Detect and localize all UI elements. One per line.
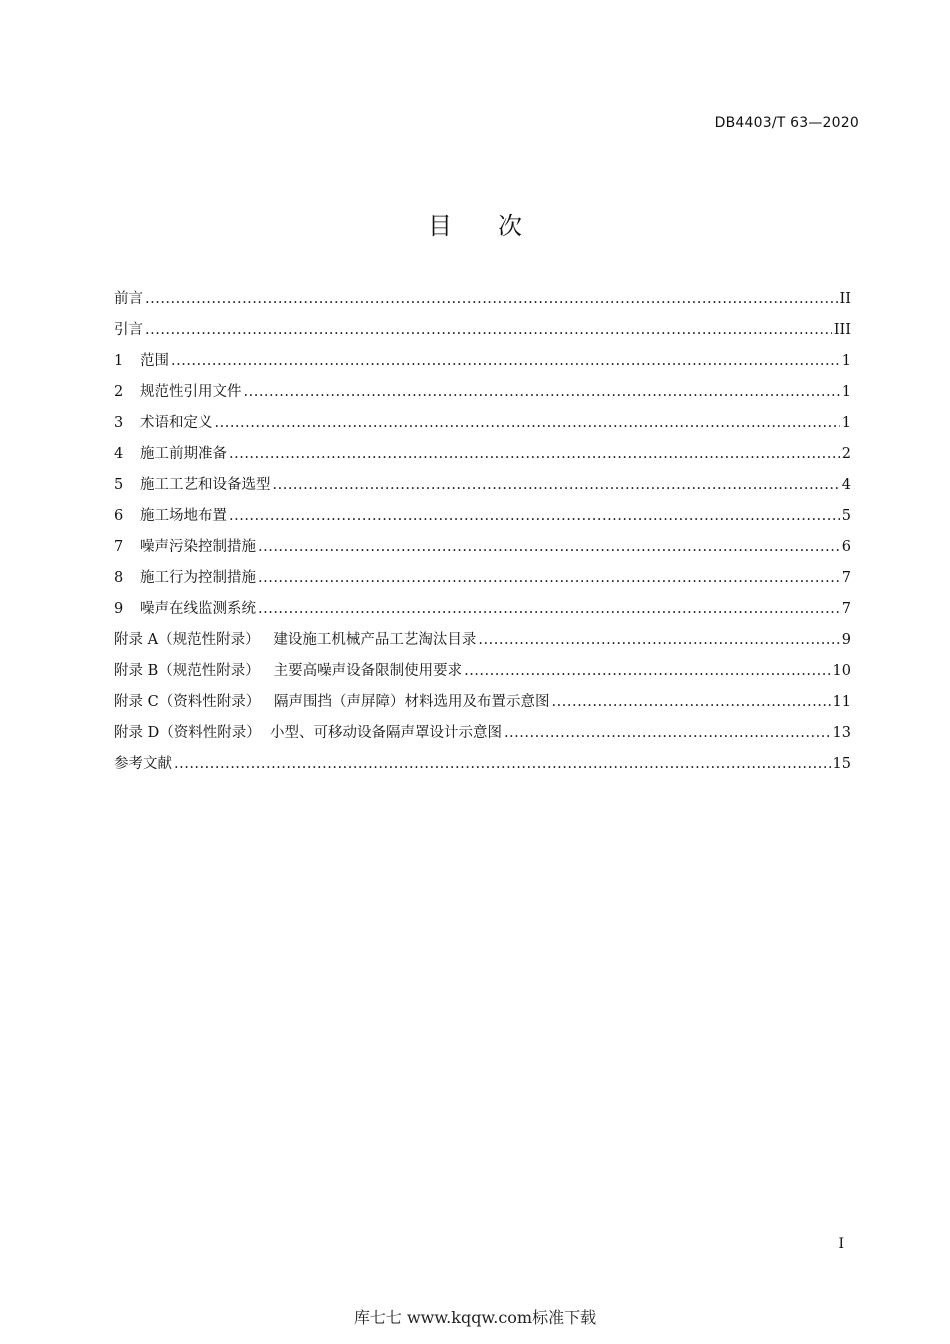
toc-entry-label: 施工前期准备 xyxy=(140,446,227,462)
toc-entry-page: 1 xyxy=(841,384,851,400)
toc-entry-page: 11 xyxy=(832,694,851,710)
toc-entry-label: 附录 C（资料性附录） 隔声围挡（声屏障）材料选用及布置示意图 xyxy=(114,694,550,710)
toc-entry-label: 参考文献 xyxy=(114,756,172,772)
toc-entry-label: 噪声污染控制措施 xyxy=(140,539,256,555)
toc-entry-introduction[interactable] xyxy=(114,317,851,348)
toc-entry-label: 施工工艺和设备选型 xyxy=(140,477,271,493)
toc-entry-page: 1 xyxy=(841,353,851,369)
toc-entry-page: 6 xyxy=(841,539,851,555)
dot-leader xyxy=(171,348,840,374)
dot-leader xyxy=(174,751,831,777)
toc-entry-references[interactable] xyxy=(114,751,851,777)
toc-entry-appendix-d[interactable] xyxy=(114,720,851,751)
toc-entry-label: 附录 B（规范性附录） 主要高噪声设备限制使用要求 xyxy=(114,663,463,679)
toc-entry-page: 7 xyxy=(841,570,851,586)
toc-entry-number: 4 xyxy=(114,446,124,462)
toc-entry-label: 引言 xyxy=(114,322,143,338)
toc-entry-label: 术语和定义 xyxy=(140,415,213,431)
dot-leader xyxy=(145,286,838,312)
toc-entry-appendix-a[interactable] xyxy=(114,627,851,658)
toc-entry-number: 6 xyxy=(114,508,124,524)
dot-leader xyxy=(273,472,840,498)
dot-leader xyxy=(244,379,840,405)
toc-entry-appendix-b[interactable] xyxy=(114,658,851,689)
dot-leader xyxy=(552,689,831,715)
toc-entry-label: 施工行为控制措施 xyxy=(140,570,256,586)
dot-leader xyxy=(258,596,840,622)
toc-entry-5[interactable] xyxy=(114,472,851,503)
dot-leader xyxy=(258,565,840,591)
toc-entry-page: 7 xyxy=(841,601,851,617)
toc-entry-number: 2 xyxy=(114,384,124,400)
toc-entry-page: III xyxy=(833,322,851,338)
toc-entry-page: 13 xyxy=(832,725,851,741)
toc-entry-9[interactable] xyxy=(114,596,851,627)
dot-leader xyxy=(258,534,840,560)
toc-entry-page: 2 xyxy=(841,446,851,462)
toc-entry-label: 附录 D（资料性附录） 小型、可移动设备隔声罩设计示意图 xyxy=(114,725,502,741)
dot-leader xyxy=(145,317,832,343)
toc-entry-number: 5 xyxy=(114,477,124,493)
toc-entry-1[interactable] xyxy=(114,348,851,379)
toc-entry-page: 1 xyxy=(841,415,851,431)
toc-entry-label: 前言 xyxy=(114,291,143,307)
toc-entry-number: 3 xyxy=(114,415,124,431)
toc-entry-label: 施工场地布置 xyxy=(140,508,227,524)
toc-entry-page: II xyxy=(839,291,851,307)
toc-entry-8[interactable] xyxy=(114,565,851,596)
toc-entry-foreword[interactable] xyxy=(114,286,851,317)
toc-entry-6[interactable] xyxy=(114,503,851,534)
toc-entry-appendix-c[interactable] xyxy=(114,689,851,720)
toc-entry-4[interactable] xyxy=(114,441,851,472)
dot-leader xyxy=(504,720,831,746)
dot-leader xyxy=(464,658,830,684)
toc-entry-3[interactable] xyxy=(114,410,851,441)
toc-entry-number: 1 xyxy=(114,353,124,369)
toc-entry-page: 10 xyxy=(832,663,851,679)
toc-entry-label: 范围 xyxy=(140,353,169,369)
page-number: I xyxy=(838,1236,844,1252)
dot-leader xyxy=(229,441,840,467)
toc-entry-page: 9 xyxy=(841,632,851,648)
toc-entry-2[interactable] xyxy=(114,379,851,410)
table-of-contents xyxy=(114,286,851,777)
toc-entry-7[interactable] xyxy=(114,534,851,565)
footer-watermark-text: 库七七 www.kqqw.com标准下载 xyxy=(353,1308,597,1327)
toc-entry-label: 规范性引用文件 xyxy=(140,384,242,400)
toc-entry-page: 4 xyxy=(841,477,851,493)
toc-entry-label: 附录 A（规范性附录） 建设施工机械产品工艺淘汰目录 xyxy=(114,632,477,648)
document-id: DB4403/T 63—2020 xyxy=(714,115,859,131)
toc-title: 目次 xyxy=(428,212,568,240)
toc-entry-page: 5 xyxy=(841,508,851,524)
dot-leader xyxy=(478,627,839,653)
dot-leader xyxy=(215,410,840,436)
toc-entry-number: 7 xyxy=(114,539,124,555)
toc-entry-label: 噪声在线监测系统 xyxy=(140,601,256,617)
dot-leader xyxy=(229,503,840,529)
toc-entry-page: 15 xyxy=(832,756,851,772)
toc-entry-number: 9 xyxy=(114,601,124,617)
toc-entry-number: 8 xyxy=(114,570,124,586)
